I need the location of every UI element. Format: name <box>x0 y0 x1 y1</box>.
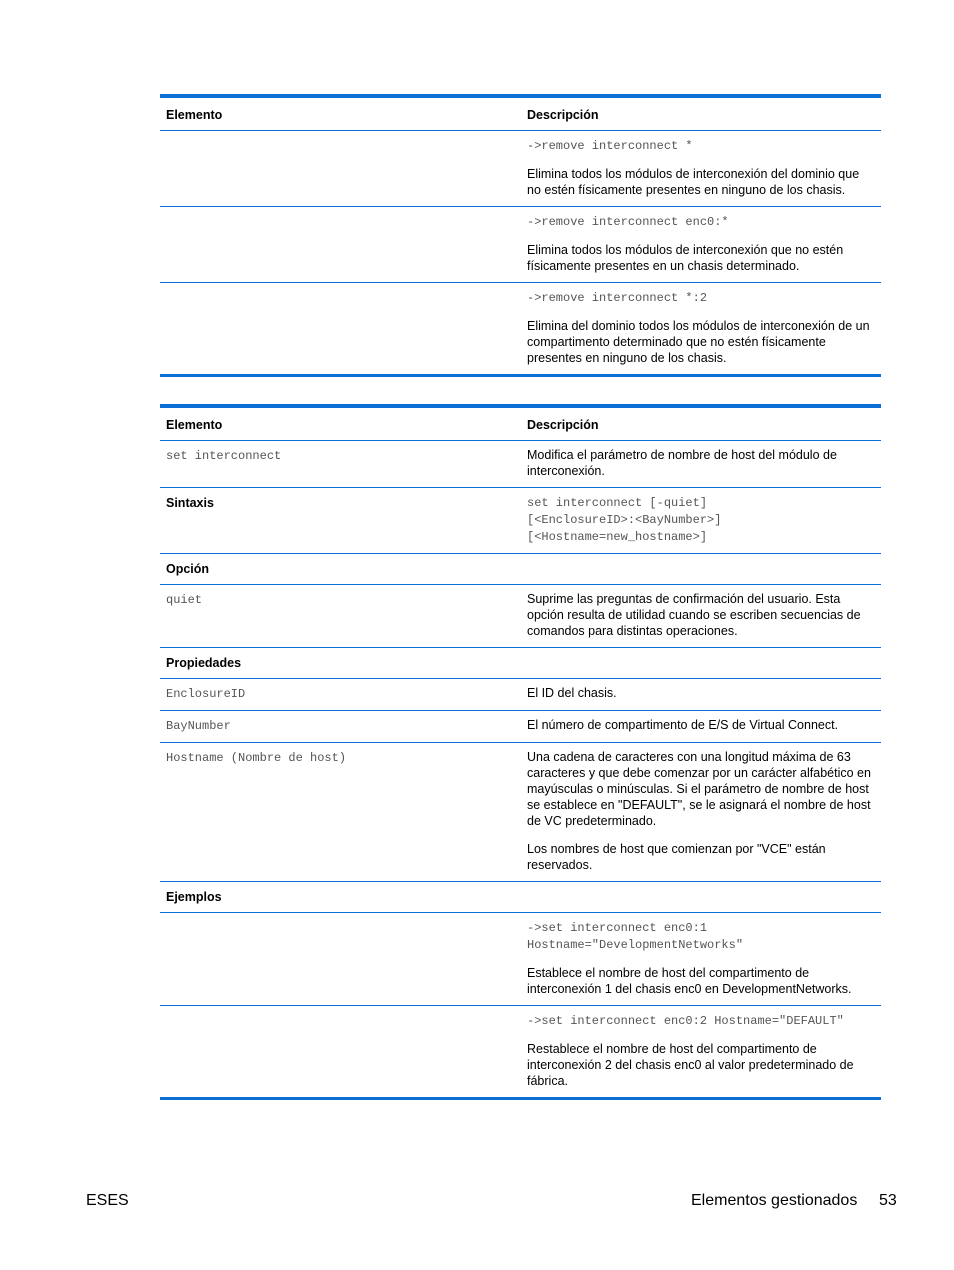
description-cell <box>521 441 881 488</box>
empty-cell <box>160 283 521 376</box>
description-cell <box>521 207 881 283</box>
command-name-cell <box>160 441 521 488</box>
table-row <box>160 648 881 679</box>
description-cell <box>521 585 881 648</box>
header-description: Descripción <box>521 406 881 441</box>
syntax-cell <box>521 488 881 554</box>
description-text: Una cadena de caracteres con una longitud máxima de 63 caracteres y que debe comenzar por un carácter alfabético en mayúsculas o minúsculas. Si el parámetro de nombre de host se establece en "DEFAULT", se le asignará el nombre de host de VC predeterminado. <box>527 750 871 828</box>
description-cell <box>521 131 881 207</box>
description-cell <box>521 679 881 711</box>
syntax-line: set interconnect [-quiet] <box>527 496 708 510</box>
option-name-cell <box>160 585 521 648</box>
footer-section-title: Elementos gestionados <box>691 1192 858 1209</box>
example-command-line: ->set interconnect enc0:2 Hostname="DEFAULT" <box>527 1014 844 1028</box>
examples-label: Ejemplos <box>160 882 521 913</box>
table-row <box>160 679 881 711</box>
example-command-line: ->set interconnect enc0:1 <box>527 921 708 935</box>
description-text: Modifica el parámetro de nombre de host del módulo de interconexión. <box>527 448 837 478</box>
table-header-row <box>160 96 881 131</box>
table-row <box>160 711 881 743</box>
table-row <box>160 131 881 207</box>
table-row <box>160 554 881 585</box>
description-text: Suprime las preguntas de confirmación del usuario. Esta opción resulta de utilidad cuando se escriben secuencias de comandos para distintas operaciones. <box>527 592 861 638</box>
option-name: quiet <box>166 593 203 607</box>
description-cell <box>521 283 881 376</box>
description-text: El ID del chasis. <box>527 686 617 700</box>
header-element: Elemento <box>160 96 521 131</box>
remove-interconnect-examples-table <box>160 94 881 377</box>
table-row <box>160 913 881 1006</box>
empty-cell <box>160 131 521 207</box>
command-name: set interconnect <box>166 449 282 463</box>
footer-page-number: 53 <box>879 1192 897 1209</box>
description-text: Elimina todos los módulos de interconexión del dominio que no estén físicamente presentes en ninguno de los chasis. <box>527 167 860 197</box>
set-interconnect-table <box>160 404 881 1100</box>
description-cell <box>521 711 881 743</box>
example-command-line: Hostname="DevelopmentNetworks" <box>527 938 744 952</box>
empty-cell <box>160 207 521 283</box>
header-description: Descripción <box>521 96 881 131</box>
property-name-cell <box>160 711 521 743</box>
command-text: ->remove interconnect * <box>527 139 693 153</box>
empty-cell <box>521 648 881 679</box>
property-name: BayNumber <box>166 719 231 733</box>
property-name-cell <box>160 679 521 711</box>
syntax-line: [<Hostname=new_hostname>] <box>527 530 708 544</box>
property-name: Hostname (Nombre de host) <box>166 751 347 765</box>
table-row <box>160 488 881 554</box>
syntax-line: [<EnclosureID>:<BayNumber>] <box>527 513 722 527</box>
description-cell <box>521 743 881 882</box>
example-cell <box>521 913 881 1006</box>
properties-label: Propiedades <box>160 648 521 679</box>
table-row <box>160 1006 881 1099</box>
example-description: Establece el nombre de host del compartimento de interconexión 1 del chasis enc0 en DevelopmentNetworks. <box>527 966 852 996</box>
description-note: Los nombres de host que comienzan por "VCE" están reservados. <box>527 842 826 872</box>
option-label: Opción <box>160 554 521 585</box>
example-cell <box>521 1006 881 1099</box>
empty-cell <box>160 1006 521 1099</box>
table-row <box>160 585 881 648</box>
table-header-row <box>160 406 881 441</box>
description-text: El número de compartimento de E/S de Virtual Connect. <box>527 718 839 732</box>
description-text: Elimina del dominio todos los módulos de interconexión de un compartimento determinado que no estén físicamente presentes en ninguno de los chasis. <box>527 319 870 365</box>
empty-cell <box>521 554 881 585</box>
table-row <box>160 441 881 488</box>
command-text: ->remove interconnect *:2 <box>527 291 708 305</box>
example-description: Restablece el nombre de host del compartimento de interconexión 2 del chasis enc0 al valor predeterminado de fábrica. <box>527 1042 854 1088</box>
table-row <box>160 882 881 913</box>
table-row <box>160 207 881 283</box>
header-element: Elemento <box>160 406 521 441</box>
property-name: EnclosureID <box>166 687 246 701</box>
empty-cell <box>521 882 881 913</box>
footer-locale: ESES <box>86 1192 129 1209</box>
table-row <box>160 743 881 882</box>
description-text: Elimina todos los módulos de interconexión que no estén físicamente presentes en un chasis determinado. <box>527 243 844 273</box>
table-row <box>160 283 881 376</box>
empty-cell <box>160 913 521 1006</box>
syntax-label: Sintaxis <box>160 488 521 554</box>
command-text: ->remove interconnect enc0:* <box>527 215 729 229</box>
property-name-cell <box>160 743 521 882</box>
